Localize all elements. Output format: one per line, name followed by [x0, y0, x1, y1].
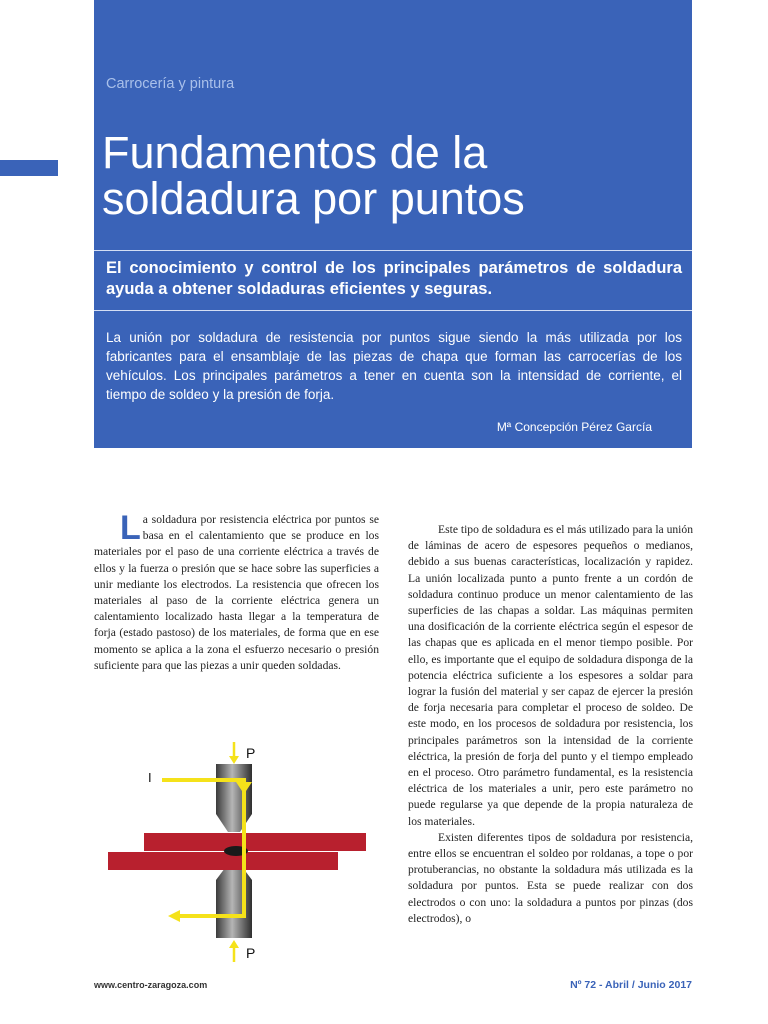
upper-electrode [216, 764, 252, 832]
lower-sheet [108, 852, 338, 870]
article-title: Fundamentos de la soldadura por puntos [102, 127, 525, 224]
body-column-left [94, 509, 379, 674]
spot-welding-diagram [100, 740, 380, 970]
article-intro: La unión por soldadura de resistencia por puntos sigue siendo la más utilizada por los fabricantes para el ensamblaje de las piezas de chapa que forman las carrocerías de los vehículos. Los principales parámetros a tener en cuenta son la intensidad de corriente, el tiempo de soldeo y la presión de forja. [106, 330, 682, 402]
side-accent-tab [0, 160, 58, 176]
pressure-arrow-up [229, 940, 239, 948]
section-label: Carrocería y pintura [106, 76, 235, 92]
header-divider-bottom [94, 310, 692, 311]
article-author: Mª Concepción Pérez García [496, 420, 652, 434]
body-paragraph-left [94, 509, 379, 674]
drop-cap: L [120, 509, 141, 547]
label-pressure-bottom: P [246, 945, 256, 961]
body-paragraph-right-1: Este tipo de soldadura es el más utilizado para la unión de láminas de acero de espesores pequeños o medianos, debido a sus buenas características, localización y rapidez. La unión localizada punto a punto frente a un cordón de soldadura continuo produce un menor calentamiento de las superficies de las chapas a soldar. Las máquinas permiten una dosificación de la corriente eléctrica según el espesor de las chapas que es aplicada en el menor tiempo posible. Por ello, es importante que el equipo de soldadura disponga de la potencia eléctrica suficiente a los espesores a soldar para lograr la fusión del material y ser capaz de ejercer la presión de forja necesaria para completar el proceso de soldeo. De este modo, en los procesos de soldadura por resistencia, los principales parámetros son la intensidad de la corriente eléctrica, la presión de forja del punto y el tiempo empleado en el proceso. Otro parámetro fundamental, es la resistencia eléctrica de los materiales a unir, pero este parámetro no puede regularse ya que depende de la propia naturaleza de los materiales. [408, 523, 693, 828]
label-current: I [148, 770, 152, 785]
footer-issue: Nº 72 - Abril / Junio 2017 [570, 979, 692, 991]
body-column-right [408, 522, 693, 927]
label-pressure-top: P [246, 745, 256, 761]
upper-sheet [144, 833, 366, 851]
left-paragraph-text: a soldadura por resistencia eléctrica por puntos se basa en el calentamiento que se produce en los materiales por el paso de una corriente eléctrica a través de ellos y la fuerza o presión que se hace sobre las superficies a unir mediante los electrodos. La resistencia que ofrecen los materiales al paso de la corriente eléctrica genera un calentamiento localizado hasta llegar a la temperatura de forja (estado pastoso) de los materiales, de forma que en ese momento se aplica a la zona el esfuerzo necesario o presión suficiente para que las piezas a unir queden soldadas. [94, 513, 379, 672]
header-divider-top [94, 250, 692, 251]
pressure-arrow-down [229, 756, 239, 764]
article-header [94, 0, 692, 448]
current-arrow-head [168, 910, 180, 922]
article-subtitle: El conocimiento y control de los principales parámetros de soldadura ayuda a obtener soldaduras eficientes y seguras. [106, 259, 682, 298]
footer-website: www.centro-zaragoza.com [94, 980, 208, 990]
body-paragraph-right-2: Existen diferentes tipos de soldadura por resistencia, entre ellos se encuentran el soldeo por roldanas, a tope o por protuberancias, no obstante la soldadura más utilizada es la soldadura por puntos. Esta se puede realizar con dos electrodos o con uno: la soldadura a puntos por pinzas (dos electrodos), o [408, 830, 693, 925]
lower-electrode [216, 864, 252, 938]
